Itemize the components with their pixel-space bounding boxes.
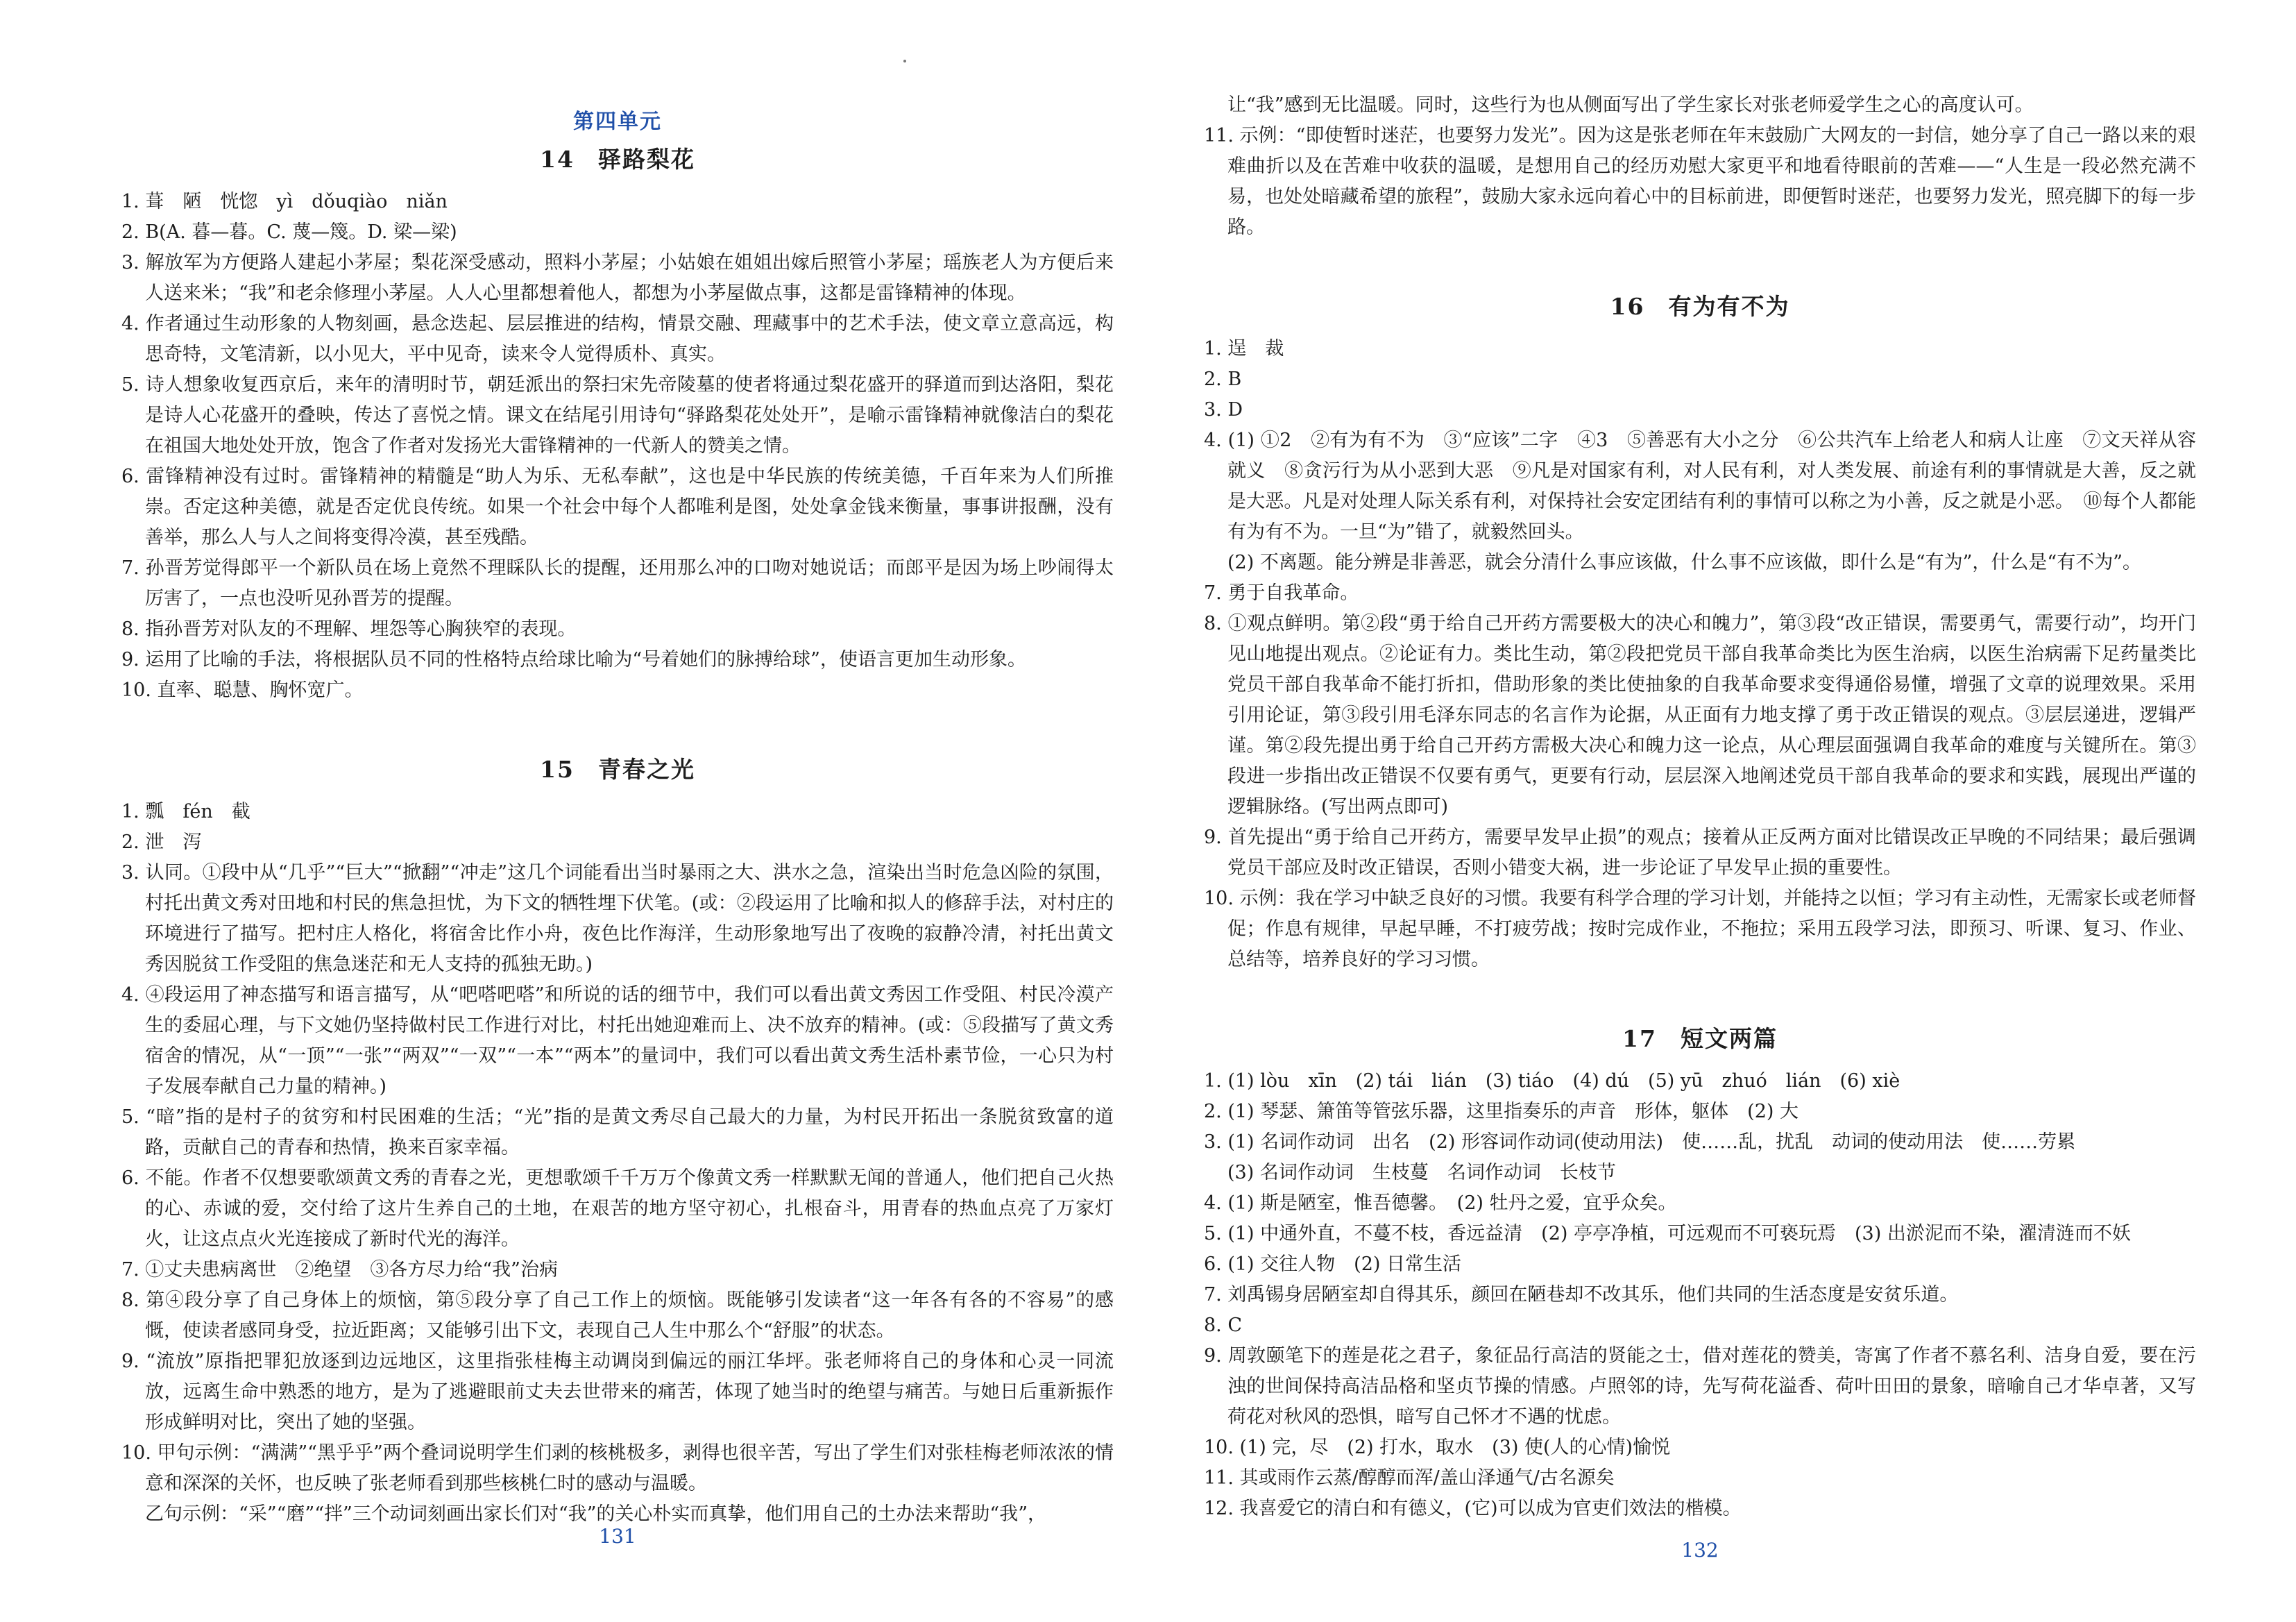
lesson-14-title [121,142,1114,174]
answer-item: 8. 指孙晋芳对队友的不理解、埋怨等心胸狭窄的表现。 [121,618,577,640]
answer-item: 3. D [1204,399,1243,421]
answer-item: 11. 其或雨作云蒸/醇醇而浑/盖山泽通气/古名源矣 [1204,1467,1615,1489]
answer-item: 10. (1) 完，尽 (2) 打水，取水 (3) 使(人的心情)愉悦 [1204,1437,1671,1458]
lesson-15-number: 15 [540,756,575,783]
answer-item: 6. 雷锋精神没有过时。雷锋精神的精髓是“助人为乐、无私奉献”，这也是中华民族的传统美德，千百年来为人们所推崇。否定这种美德，就是否定优良传统。如果一个社会中每个人都唯利是图，处处拿金钱来衡量，事事讲报酬，没有善举，那么人与人之间将变得冷漠，甚至残酷。 [121,466,1114,548]
answer-item: 5. (1) 中通外直，不蔓不枝，香远益清 (2) 亭亭净植，可远观而不可亵玩焉 (3) 出淤泥而不染，濯清涟而不妖 [1204,1223,2131,1244]
answer-item: 10. 甲句示例：“满满”“黑乎乎”两个叠词说明学生们剥的核桃极多，剥得也很辛苦，写出了学生们对张桂梅老师浓浓的情意和深深的关怀，也反映了张老师看到那些核桃仁时的感动与温暖。 [121,1442,1114,1494]
lesson-17-name: 短文两篇 [1680,1025,1778,1052]
scan-dot [903,60,906,62]
answer-item-continued: 乙句示例：“采”“磨”“拌”三个动词刻画出家长们对“我”的关心朴实而真挚，他们用自己的土办法来帮助“我”， [145,1503,1047,1525]
answer-item-continued: 让“我”感到无比温暖。同时，这些行为也从侧面写出了学生家长对张老师爱学生之心的高度认可。 [1227,94,2034,116]
answer-item: 7. 刘禹锡身居陋室却自得其乐，颜回在陋巷却不改其乐，他们共同的生活态度是安贫乐道。 [1204,1284,1959,1306]
answer-item: 3. 认同。①段中从“几乎”“巨大”“掀翻”“冲走”这几个词能看出当时暴雨之大、洪水之急，渲染出当时危急凶险的氛围，村托出黄文秀对田地和村民的焦急担忧，为下文的牺牲埋下伏笔。(或：②段运用了比喻和拟人的修辞手法，对村庄的环境进行了描写。把村庄人格化，将宿舍比作小舟，夜色比作海洋，生动形象地写出了夜晚的寂静冷清，衬托出黄文秀因脱贫工作受阻的焦急迷茫和无人支持的孤独无助。) [121,862,1114,975]
answer-item: 9. “流放”原指把罪犯放逐到边远地区，这里指张桂梅主动调岗到偏远的丽江华坪。张老师将自己的身体和心灵一同流放，远离生命中熟悉的地方，是为了逃避眼前丈夫去世带来的痛苦，体现了她当时的绝望与痛苦。与她日后重新振作形成鲜明对比，突出了她的坚强。 [121,1351,1114,1433]
lesson-17-title [1204,1021,2196,1054]
answer-item: 3. 解放军为方便路人建起小茅屋；梨花深受感动，照料小茅屋；小姑娘在姐姐出嫁后照管小茅屋；瑶族老人为方便后来人送来米；“我”和老余修理小茅屋。人人心里都想着他人，都想为小茅屋做点事，这都是雷锋精神的体现。 [121,252,1114,304]
answer-item: 1. (1) lòu xīn (2) tái lián (3) tiáo (4) dú (5) yū zhuó lián (6) xiè [1204,1070,1900,1092]
answer-item: 2. 泄 泻 [121,831,202,853]
answer-item: 8. ①观点鲜明。第②段“勇于给自己开药方需要极大的决心和魄力”，第③段“改正错误，需要勇气，需要行动”，均开门见山地提出观点。②论证有力。类比生动，第②段把党员干部自我革命类比为医生治病，以医生治病需下足药量类比党员干部自我革命不能打折扣，借助形象的类比使抽象的自我革命要求变得通俗易懂，增强了文章的说理效果。采用引用论证，第③段引用毛泽东同志的名言作为论据，从正面有力地支撑了勇于改正错误的观点。③层层递进，逻辑严谨。第②段先提出勇于给自己开药方需极大决心和魄力这一论点，从心理层面强调自我革命的难度与关键所在。第③段进一步指出改正错误不仅要有勇气，更要有行动，层层深入地阐述党员干部自我革命的要求和实践，展现出严谨的逻辑脉络。(写出两点即可) [1204,613,2196,818]
answer-item: 9. 首先提出“勇于给自己开药方，需要早发早止损”的观点；接着从正反两方面对比错误改正早晚的不同结果；最后强调党员干部应及时改正错误，否则小错变大祸，进一步论证了早发早止损的重要性。 [1204,827,2196,879]
answer-item: 1. 逞 裁 [1204,338,1284,360]
lesson-16-title [1204,289,2196,321]
left-page [121,76,1114,1548]
answer-item: 8. C [1204,1315,1243,1336]
lesson-16-number: 16 [1610,293,1645,320]
page-number: 131 [599,1525,636,1548]
answer-item: 7. 孙晋芳觉得郎平一个新队员在场上竟然不理睬队长的提醒，还用那么冲的口吻对她说话；而郎平是因为场上吵闹得太厉害了，一点也没听见孙晋芳的提醒。 [121,557,1114,609]
answer-item: 4. ④段运用了神态描写和语言描写，从“吧嗒吧嗒”和所说的话的细节中，我们可以看出黄文秀因工作受阻、村民冷漠产生的委屈心理，与下文她仍坚持做村民工作进行对比，村托出她迎难而上、决不放弃的精神。(或：⑤段描写了黄文秀宿舍的情况，从“一顶”“一张”“两双”“一双”“一本”“两本”的量词中，我们可以看出黄文秀生活朴素节俭，一心只为村子发展奉献自己力量的精神。) [121,984,1114,1097]
answer-item: 6. (1) 交往人物 (2) 日常生活 [1204,1253,1461,1275]
answer-item: 2. B [1204,369,1242,390]
answer-item: 10. 直率、聪慧、胸怀宽广。 [121,679,364,701]
answer-item: 11. 示例：“即使暂时迷茫，也要努力发光”。因为这是张老师在年末鼓励广大网友的一封信，她分享了自己一路以来的艰难曲折以及在苦难中收获的温暖，是想用自己的经历劝慰大家更平和地看待眼前的苦难——“人生是一段必然充满不易，也处处暗藏希望的旅程”，鼓励大家永远向着心中的目标前进，即便暂时迷茫，也要努力发光，照亮脚下的每一步路。 [1204,125,2196,238]
answer-item: (3) 名词作动词 生枝蔓 名词作动词 长枝节 [1227,1162,1616,1183]
right-page [1204,90,2196,1562]
lesson-15-name: 青春之光 [597,756,695,783]
answer-item: 6. 不能。作者不仅想要歌颂黄文秀的青春之光，更想歌颂千千万万个像黄文秀一样默默无闻的普通人，他们把自己火热的心、赤诚的爱，交付给了这片生养自己的土地，在艰苦的地方坚守初心，扎根奋斗，用青春的热血点亮了万家灯火，让这点点火光连接成了新时代光的海洋。 [121,1167,1114,1250]
answer-item: 12. 我喜爱它的清白和有德义，(它)可以成为官吏们效法的楷模。 [1204,1498,1742,1519]
lesson-14-number: 14 [540,146,575,173]
answer-item: 3. (1) 名词作动词 出名 (2) 形容词作动词(使动用法) 使……乱，扰乱 动词的使动用法 使……劳累 [1204,1131,2076,1153]
answer-item: 4. (1) 斯是陋室，惟吾德馨。 (2) 牡丹之爱，宜乎众矣。 [1204,1192,1677,1214]
lesson-16-name: 有为有不为 [1668,293,1790,320]
unit-title: 第四单元 [573,110,662,134]
answer-item: 5. “暗”指的是村子的贫穷和村民困难的生活；“光”指的是黄文秀尽自己最大的力量，为村民开拓出一条脱贫致富的道路，贡献自己的青春和热情，换来百家幸福。 [121,1106,1114,1158]
page-number: 132 [1681,1539,1719,1562]
answer-item: 2. (1) 琴瑟、箫笛等管弦乐器，这里指奏乐的声音 形体，躯体 (2) 大 [1204,1101,1798,1122]
answer-item: 4. (1) ①2 ②有为有不为 ③“应该”二字 ④3 ⑤善恶有大小之分 ⑥公共汽车上给老人和病人让座 ⑦文天祥从容就义 ⑧贪污行为从小恶到大恶 ⑨凡是对国家有利，对人民有利，对人类发展、前途有利的事情就是大善，反之就是大恶。凡是对处理人际关系有利，对保持社会安定团结有利的事情可以称之为小善，反之就是小恶。 ⑩每个人都能有为有不为。一旦“为”错了，就毅然回头。 [1204,430,2196,543]
answer-item: 9. 运用了比喻的手法，将根据队员不同的性格特点给球比喻为“号着她们的脉搏给球”，使语言更加生动形象。 [121,649,1026,670]
answer-item: 9. 周敦颐笔下的莲是花之君子，象征品行高洁的贤能之士，借对莲花的赞美，寄寓了作者不慕名利、洁身自爱，要在污浊的世间保持高洁品格和坚贞节操的情感。卢照邻的诗，先写荷花溢香、荷叶田田的景象，暗喻自己才华卓著，又写荷花对秋风的恐惧，暗写自己怀才不遇的忧虑。 [1204,1345,2196,1428]
answer-item: 1. 瓢 fén 截 [121,801,250,822]
answer-item: 2. B(A. 暮—暮。C. 蔑—篾。D. 梁—梁) [121,221,457,243]
answer-item: 1. 葺 陋 恍惚 yì dǒuqiào niǎn [121,191,448,212]
answer-item: 7. ①丈夫患病离世 ②绝望 ③各方尽力给“我”治病 [121,1259,558,1281]
answer-item: 5. 诗人想象收复西京后，来年的清明时节，朝廷派出的祭扫宋先帝陵墓的使者将通过梨花盛开的驿道而到达洛阳，梨花是诗人心花盛开的叠映，传达了喜悦之情。课文在结尾引用诗句“驿路梨花处处开”，是喻示雷锋精神就像洁白的梨花在祖国大地处处开放，饱含了作者对发扬光大雷锋精神的一代新人的赞美之情。 [121,374,1114,457]
answer-item: 8. 第④段分享了自己身体上的烦恼，第⑤段分享了自己工作上的烦恼。既能够引发读者“这一年各有各的不容易”的感慨，使读者感同身受，拉近距离；又能够引出下文，表现自己人生中那么个“舒服”的状态。 [121,1290,1114,1342]
lesson-15-title [121,752,1114,784]
lesson-17-number: 17 [1622,1025,1657,1052]
answer-item: 4. 作者通过生动形象的人物刻画，悬念迭起、层层推进的结构，情景交融、理藏事中的艺术手法，使文章立意高远，构思奇特，文笔清新，以小见大，平中见奇，读来令人觉得质朴、真实。 [121,313,1114,365]
lesson-14-name: 驿路梨花 [597,146,695,173]
answer-item: 7. 勇于自我革命。 [1204,582,1359,604]
answer-item: 10. 示例：我在学习中缺乏良好的习惯。我要有科学合理的学习计划，并能持之以恒；学习有主动性，无需家长或老师督促；作息有规律，早起早睡，不打疲劳战；按时完成作业，不拖拉；采用五段学习法，即预习、听课、复习、作业、总结等，培养良好的学习习惯。 [1204,888,2196,970]
answer-item: (2) 不离题。能分辨是非善恶，就会分清什么事应该做，什么事不应该做，即什么是“有为”，什么是“有不为”。 [1227,552,2142,573]
